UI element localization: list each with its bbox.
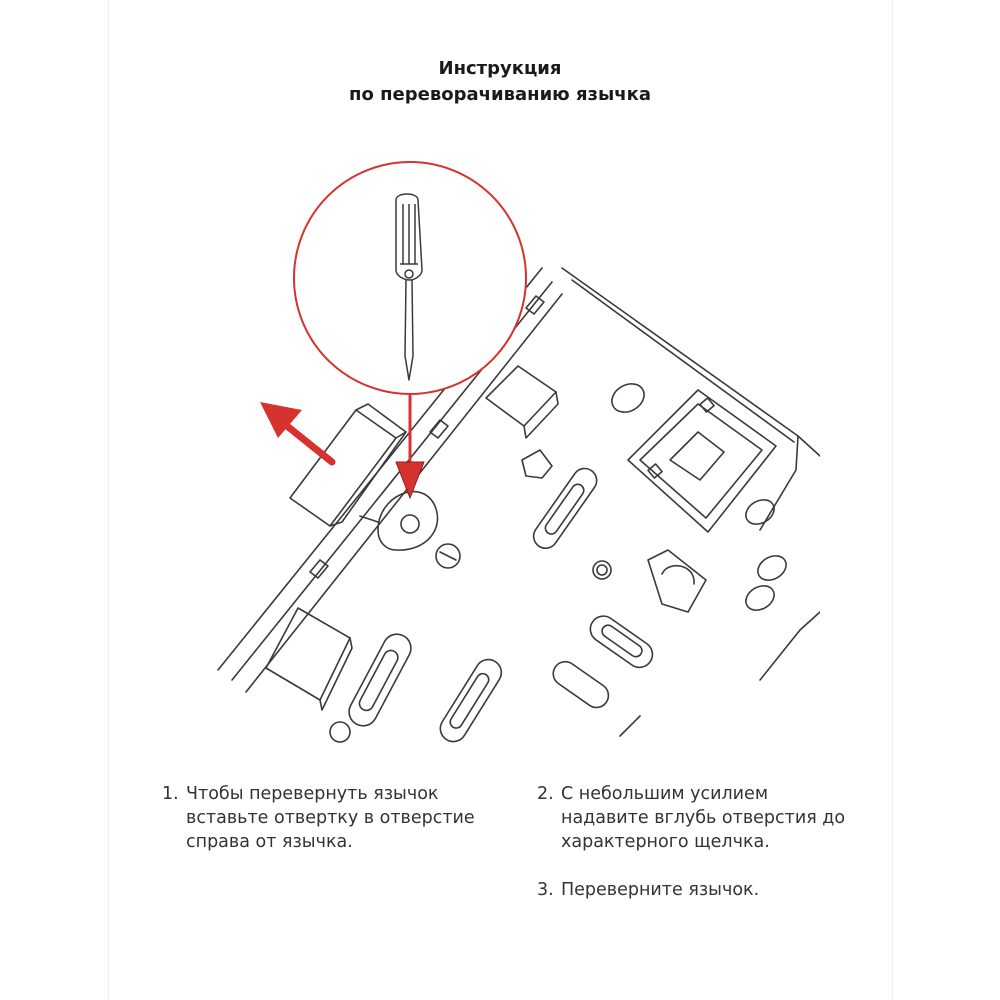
lock-mechanism-illustration [200,160,820,750]
title-line-2: по переворачиванию язычка [349,84,651,105]
lock-body-outline [562,268,820,456]
step-number: 2. [537,784,554,804]
step-text: Переверните язычок. [561,880,760,900]
lock-body-drawing [218,268,820,746]
page-divider-right [892,0,893,1000]
step-number: 3. [537,880,554,900]
oval-slot-1 [607,378,649,418]
spindle-hub [628,390,776,532]
page-divider-left [108,0,109,1000]
screw-2 [593,561,611,579]
step-1 [162,782,482,854]
step-number: 1. [162,784,179,804]
page-title [0,56,1000,108]
step-text: Чтобы перевернуть язычок вставьте отвертку в отверстие справа от язычка. [186,784,475,852]
arrow-up-left-icon [260,402,332,462]
step-text: С небольшим усилием надавите вглубь отверстия до характерного щелчка. [561,784,846,852]
step-2 [537,782,857,854]
step-3 [537,878,857,902]
title-line-1: Инструкция [438,58,562,79]
